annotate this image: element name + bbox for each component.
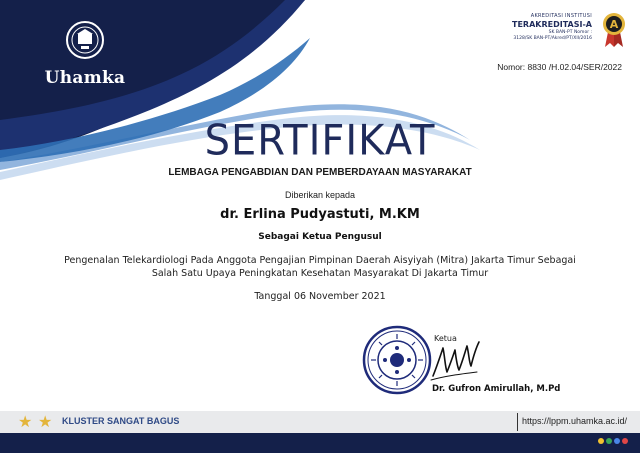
accreditation-decree-1: SK BAN-PT Nomor : (548, 30, 592, 35)
footer-url-link[interactable]: https://lppm.uhamka.ac.id/ (522, 416, 628, 426)
yellow-dot-icon (598, 438, 604, 444)
signatory-name: Dr. Gufron Amirullah, M.Pd (432, 384, 561, 394)
accreditation-status: TERAKREDITASI-A (512, 20, 592, 29)
footer (0, 411, 640, 453)
star-icon: ★ (18, 412, 33, 431)
recipient-name: dr. Erlina Pudyastuti, M.KM (220, 207, 420, 222)
given-to-label: Diberikan kepada (284, 190, 356, 200)
accreditation-medal-icon (602, 12, 626, 48)
cluster-rating: KLUSTER SANGAT BAGUS (62, 416, 180, 426)
activity-description (40, 254, 600, 280)
star-icon: ★ (38, 412, 53, 431)
institution-name: LEMBAGA PENGABDIAN DAN PEMBERDAYAAN MASYARAKAT (168, 167, 472, 178)
footer-divider (517, 413, 518, 431)
official-seal-stamp (362, 325, 432, 395)
handwritten-signature (425, 336, 485, 384)
footer-bottom-bar (0, 433, 640, 453)
accreditation-decree-2: 3128/SK BAN-PT/Akred/PT/XII/2016 (513, 35, 592, 41)
uhamka-logo (40, 20, 130, 88)
accreditation-label: AKREDITASI INSTITUSI (530, 13, 592, 19)
medal-grade: A (609, 18, 619, 31)
blue-dot-icon (614, 438, 620, 444)
green-dot-icon (606, 438, 612, 444)
certificate-number: Nomor: 8830 /H.02.04/SER/2022 (497, 62, 622, 72)
accreditation-block (482, 13, 592, 41)
university-emblem-icon (65, 20, 105, 60)
footer-band (0, 411, 640, 433)
activity-line-1: Pengenalan Telekardiologi Pada Anggota Pengajian Pimpinan Daerah Aisyiyah (Mitra) Jakarta Timur Sebagai (64, 255, 576, 266)
signatory-title: Ketua (434, 334, 457, 343)
brand-name: Uhamka (44, 68, 126, 88)
certificate-title: SERTIFIKAT (204, 116, 436, 166)
activity-line-2: Salah Satu Upaya Peningkatan Kesehatan Masyarakat Di Jakarta Timur (151, 268, 489, 279)
recipient-role: Sebagai Ketua Pengusul (258, 232, 382, 242)
certificate-date: Tanggal 06 November 2021 (254, 291, 386, 302)
red-dot-icon (622, 438, 628, 444)
